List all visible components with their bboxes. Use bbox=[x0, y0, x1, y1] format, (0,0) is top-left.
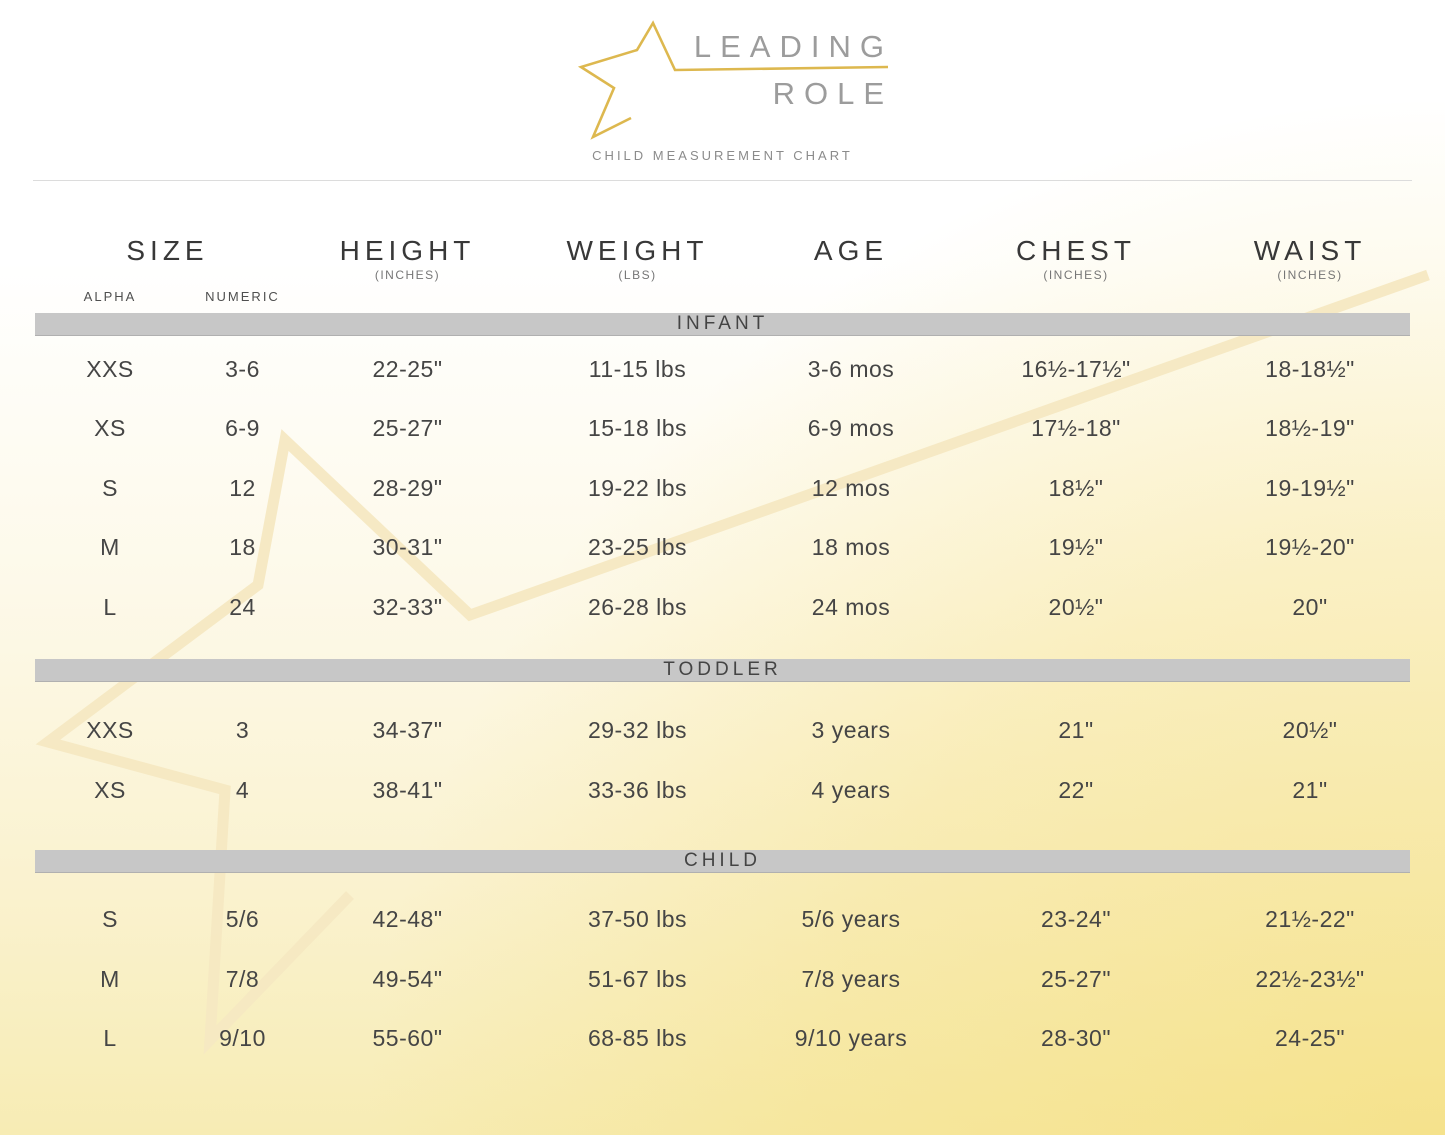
cell-chest: 25-27" bbox=[1041, 965, 1111, 992]
cell-alpha: S bbox=[102, 474, 118, 501]
cell-numeric: 9/10 bbox=[219, 1025, 266, 1052]
cell-chest: 19½" bbox=[1048, 534, 1104, 561]
cell-numeric: 7/8 bbox=[225, 965, 260, 992]
table-row bbox=[35, 1009, 1410, 1069]
column-header-height-unit: (INCHES) bbox=[374, 268, 441, 282]
cell-alpha: XS bbox=[94, 776, 126, 803]
cell-numeric: 4 bbox=[235, 776, 250, 803]
cell-numeric: 5/6 bbox=[225, 906, 260, 933]
cell-height: 49-54" bbox=[372, 965, 443, 992]
column-header-height: HEIGHT (INCHES) bbox=[300, 235, 515, 283]
cell-age: 3-6 mos bbox=[807, 355, 895, 382]
cell-weight: 33-36 lbs bbox=[587, 776, 688, 803]
size-chart bbox=[35, 181, 1410, 1068]
table-sections bbox=[35, 313, 1410, 1068]
cell-height: 25-27" bbox=[372, 415, 443, 442]
section-bar-child: CHILD bbox=[35, 850, 1410, 873]
cell-age: 24 mos bbox=[811, 593, 891, 620]
cell-weight: 15-18 lbs bbox=[587, 415, 688, 442]
cell-alpha: M bbox=[100, 534, 120, 561]
cell-waist: 19-19½" bbox=[1265, 474, 1355, 501]
cell-age: 5/6 years bbox=[801, 906, 901, 933]
cell-chest: 20½" bbox=[1048, 593, 1104, 620]
cell-height: 55-60" bbox=[372, 1025, 443, 1052]
cell-numeric: 3-6 bbox=[225, 355, 260, 382]
cell-waist: 20½" bbox=[1282, 717, 1338, 744]
subheader-numeric: NUMERIC bbox=[205, 289, 280, 304]
cell-weight: 19-22 lbs bbox=[587, 474, 688, 501]
column-header-chest-unit: (INCHES) bbox=[1043, 268, 1109, 282]
cell-weight: 51-67 lbs bbox=[587, 965, 688, 992]
cell-height: 42-48" bbox=[372, 906, 443, 933]
cell-age: 4 years bbox=[811, 776, 891, 803]
cell-numeric: 6-9 bbox=[225, 415, 260, 442]
cell-waist: 24-25" bbox=[1275, 1025, 1345, 1052]
cell-numeric: 18 bbox=[229, 534, 256, 561]
section-toddler bbox=[35, 659, 1410, 820]
cell-alpha: L bbox=[103, 593, 117, 620]
table-row bbox=[35, 760, 1410, 820]
table-row bbox=[35, 458, 1410, 518]
page-title: CHILD MEASUREMENT CHART bbox=[592, 148, 853, 163]
cell-weight: 26-28 lbs bbox=[587, 593, 688, 620]
column-header-age: AGE bbox=[813, 235, 889, 266]
cell-age: 7/8 years bbox=[801, 965, 901, 992]
cell-height: 30-31" bbox=[372, 534, 443, 561]
cell-age: 12 mos bbox=[811, 474, 891, 501]
cell-weight: 23-25 lbs bbox=[587, 534, 688, 561]
brand-header bbox=[0, 0, 1445, 185]
table-row bbox=[35, 577, 1410, 637]
cell-alpha: M bbox=[100, 965, 120, 992]
table-row bbox=[35, 890, 1410, 950]
size-subheader-row bbox=[35, 289, 1410, 304]
table-row bbox=[35, 949, 1410, 1009]
subheader-alpha: ALPHA bbox=[83, 289, 137, 304]
cell-age: 18 mos bbox=[811, 534, 891, 561]
cell-chest: 28-30" bbox=[1041, 1025, 1111, 1052]
cell-chest: 18½" bbox=[1048, 474, 1104, 501]
cell-chest: 17½-18" bbox=[1031, 415, 1121, 442]
cell-alpha: XS bbox=[94, 415, 126, 442]
section-infant bbox=[35, 313, 1410, 637]
section-bar-toddler: TODDLER bbox=[35, 659, 1410, 682]
cell-age: 6-9 mos bbox=[807, 415, 895, 442]
column-header-weight-unit: (LBS) bbox=[618, 268, 657, 282]
cell-waist: 20" bbox=[1292, 593, 1328, 620]
cell-numeric: 3 bbox=[235, 717, 250, 744]
cell-age: 9/10 years bbox=[794, 1025, 908, 1052]
cell-numeric: 12 bbox=[229, 474, 256, 501]
cell-chest: 16½-17½" bbox=[1021, 355, 1131, 382]
table-row bbox=[35, 399, 1410, 459]
cell-height: 32-33" bbox=[372, 593, 443, 620]
cell-weight: 11-15 lbs bbox=[588, 355, 687, 382]
table-row bbox=[35, 339, 1410, 399]
cell-waist: 19½-20" bbox=[1265, 534, 1355, 561]
cell-waist: 18½-19" bbox=[1265, 415, 1355, 442]
column-header-waist-unit: (INCHES) bbox=[1277, 268, 1343, 282]
cell-chest: 21" bbox=[1058, 717, 1094, 744]
cell-age: 3 years bbox=[811, 717, 891, 744]
cell-chest: 22" bbox=[1058, 776, 1094, 803]
cell-alpha: L bbox=[103, 1025, 117, 1052]
cell-height: 22-25" bbox=[372, 355, 443, 382]
column-header-size: SIZE bbox=[126, 235, 209, 266]
cell-alpha: XXS bbox=[86, 717, 134, 744]
cell-height: 34-37" bbox=[372, 717, 443, 744]
cell-chest: 23-24" bbox=[1041, 906, 1111, 933]
cell-weight: 29-32 lbs bbox=[587, 717, 688, 744]
section-child bbox=[35, 850, 1410, 1069]
section-bar-infant: INFANT bbox=[35, 313, 1410, 336]
cell-numeric: 24 bbox=[229, 593, 256, 620]
table-row bbox=[35, 518, 1410, 578]
brand-name-role: ROLE bbox=[772, 76, 893, 111]
brand-name-leading: LEADING bbox=[693, 29, 893, 64]
column-header-weight: WEIGHT (LBS) bbox=[515, 235, 760, 283]
cell-alpha: XXS bbox=[86, 355, 134, 382]
cell-waist: 21½-22" bbox=[1265, 906, 1355, 933]
cell-alpha: S bbox=[102, 906, 118, 933]
cell-height: 28-29" bbox=[372, 474, 443, 501]
section-rows bbox=[35, 873, 1410, 1069]
brand-wordmark bbox=[640, 30, 893, 111]
cell-height: 38-41" bbox=[372, 776, 443, 803]
cell-weight: 68-85 lbs bbox=[587, 1025, 688, 1052]
cell-waist: 18-18½" bbox=[1265, 355, 1355, 382]
cell-waist: 22½-23½" bbox=[1255, 965, 1365, 992]
column-header-chest: CHEST (INCHES) bbox=[942, 235, 1210, 283]
cell-waist: 21" bbox=[1292, 776, 1328, 803]
column-header-row bbox=[35, 181, 1410, 283]
section-rows bbox=[35, 336, 1410, 637]
table-row bbox=[35, 701, 1410, 761]
column-header-waist: WAIST (INCHES) bbox=[1210, 235, 1410, 283]
cell-weight: 37-50 lbs bbox=[587, 906, 688, 933]
section-rows bbox=[35, 682, 1410, 820]
